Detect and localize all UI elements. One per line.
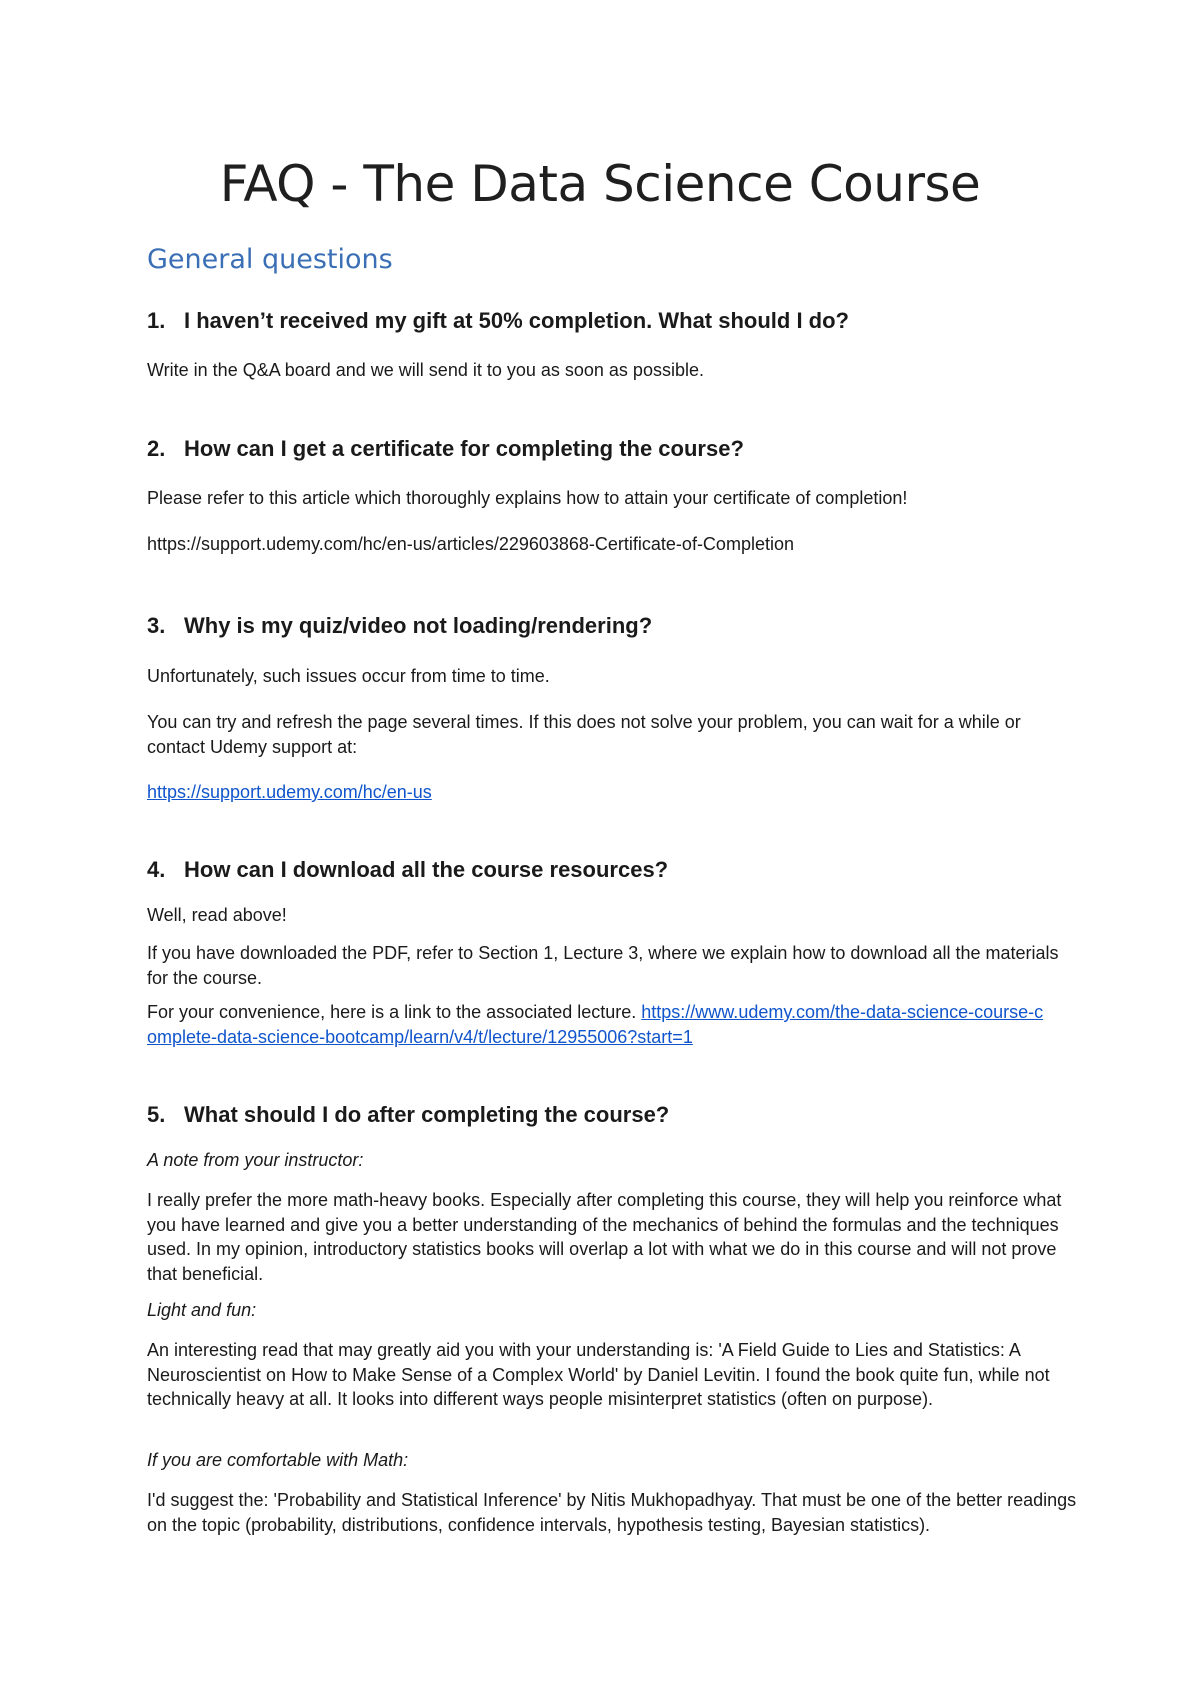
answer-3-text-1: Unfortunately, such issues occur from time to time. bbox=[147, 666, 550, 686]
answer-1-text: Write in the Q&A board and we will send it to you as soon as possible. bbox=[147, 360, 704, 380]
answer-2-text: Please refer to this article which thoroughly explains how to attain your certificate of completion! bbox=[147, 488, 908, 508]
question-number: 2. bbox=[147, 436, 166, 461]
certificate-url-text: https://support.udemy.com/hc/en-us/articles/229603868-Certificate-of-Completion bbox=[147, 534, 794, 554]
instructor-note-label: A note from your instructor: bbox=[147, 1150, 364, 1170]
light-and-fun-label: Light and fun: bbox=[147, 1300, 257, 1320]
answer-4-text-2: If you have downloaded the PDF, refer to Section 1, Lecture 3, where we explain how to download all the materials for the course. bbox=[147, 943, 1059, 988]
question-5-heading bbox=[147, 1100, 669, 1130]
question-text: Why is my quiz/video not loading/rendering? bbox=[184, 613, 653, 638]
answer-4-text-3-paragraph bbox=[147, 1000, 1047, 1049]
section-heading: General questions bbox=[147, 244, 393, 275]
document-title: FAQ - The Data Science Course bbox=[219, 155, 981, 213]
udemy-support-link[interactable]: https://support.udemy.com/hc/en-us bbox=[147, 782, 432, 802]
question-text: How can I download all the course resources? bbox=[184, 857, 669, 882]
light-and-fun-text: An interesting read that may greatly aid you with your understanding is: 'A Field Guide to Lies and Statistics: A Neuroscientist on How to Make Sense of a Complex World' by Daniel Levitin. I found the book quite fun, while not technically heavy at all. It looks into different ways people misinterpret statistics (often on purpose). bbox=[147, 1340, 1050, 1409]
question-number: 1. bbox=[147, 308, 166, 333]
answer-3-text-2: You can try and refresh the page several times. If this does not solve your problem, you can wait for a while or contact Udemy support at: bbox=[147, 712, 1021, 757]
question-4-heading bbox=[147, 855, 668, 885]
math-text: I'd suggest the: 'Probability and Statistical Inference' by Nitis Mukhopadhyay. That must be one of the better readings on the topic (probability, distributions, confidence intervals, hypothesis testing, Bayesian statistics). bbox=[147, 1490, 1077, 1535]
question-text: What should I do after completing the course? bbox=[184, 1102, 670, 1127]
question-1-heading bbox=[147, 306, 849, 336]
question-text: How can I get a certificate for completing the course? bbox=[184, 436, 744, 461]
question-number: 3. bbox=[147, 613, 166, 638]
math-label: If you are comfortable with Math: bbox=[147, 1450, 409, 1470]
question-3-heading bbox=[147, 611, 652, 641]
question-number: 4. bbox=[147, 857, 166, 882]
lecture-link[interactable]: https://www.udemy.com/the-data-science-course-complete-data-science-bootcamp/learn/v4/t/lecture/12955006?start=1 bbox=[147, 1002, 1044, 1047]
question-text: I haven’t received my gift at 50% completion. What should I do? bbox=[184, 308, 849, 333]
question-2-heading bbox=[147, 434, 744, 464]
answer-3-link-paragraph bbox=[147, 780, 1077, 805]
instructor-note-text: I really prefer the more math-heavy books. Especially after completing this course, they will help you reinforce what you have learned and give you a better understanding of the mechanics of behind the formulas and the techniques used. In my opinion, introductory statistics books will overlap a lot with what we do in this course and will not prove that beneficial. bbox=[147, 1190, 1062, 1284]
answer-4-text-1: Well, read above! bbox=[147, 905, 287, 925]
answer-4-text-3: For your convenience, here is a link to the associated lecture. bbox=[147, 1002, 637, 1022]
question-number: 5. bbox=[147, 1102, 166, 1127]
